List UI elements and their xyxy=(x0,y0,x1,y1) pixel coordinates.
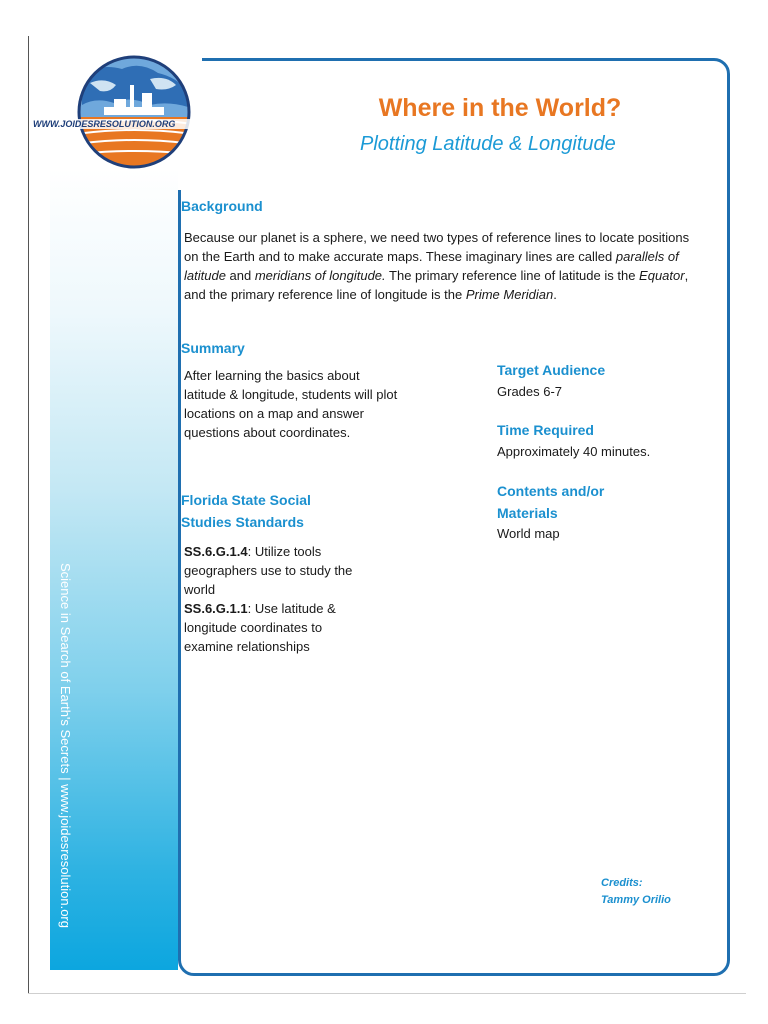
time-required-text: Approximately 40 minutes. xyxy=(497,444,651,459)
summary-heading: Summary xyxy=(181,340,245,356)
contents-text: World map xyxy=(497,526,560,541)
credits-label: Credits: xyxy=(601,877,643,889)
page-bottom-rule xyxy=(28,993,746,994)
sidebar-tagline: Science in Search of Earth's Secrets | www.joidesresolution.org xyxy=(58,563,73,928)
background-heading: Background xyxy=(181,198,263,214)
page-title: Where in the World? xyxy=(378,94,622,122)
target-audience-heading: Target Audience xyxy=(497,362,606,378)
standards-heading: Florida State Social Studies Standards xyxy=(181,492,311,530)
standard-item: SS.6.G.1.4: Utilize tools geographers use to study the world xyxy=(184,544,353,597)
credits-name: Tammy Orilio xyxy=(601,894,671,906)
time-required-heading: Time Required xyxy=(497,422,594,438)
logo-text: WWW.JOIDESRESOLUTION.ORG xyxy=(33,119,176,129)
standard-item: SS.6.G.1.1: Use latitude & longitude coordinates to examine relationships xyxy=(184,601,336,654)
contents-heading: Contents and/or Materials xyxy=(497,483,605,521)
background-paragraph: Because our planet is a sphere, we need two types of reference lines to locate positions on the Earth and to make accurate maps. These imaginary lines are called parallels of latitude and meridians of longitude. The primary reference line of latitude is the Equator, and the primary reference line of longitude is the Prime Meridian. xyxy=(184,230,690,302)
target-audience-text: Grades 6-7 xyxy=(497,384,563,399)
summary-text: After learning the basics about latitude & longitude, students will plot locations on a map and answer questions about coordinates. xyxy=(184,368,398,440)
globe-ship-logo-icon xyxy=(30,55,208,175)
page-subtitle: Plotting Latitude & Longitude xyxy=(360,133,616,155)
credits xyxy=(601,875,671,909)
page-left-rule xyxy=(28,36,29,994)
